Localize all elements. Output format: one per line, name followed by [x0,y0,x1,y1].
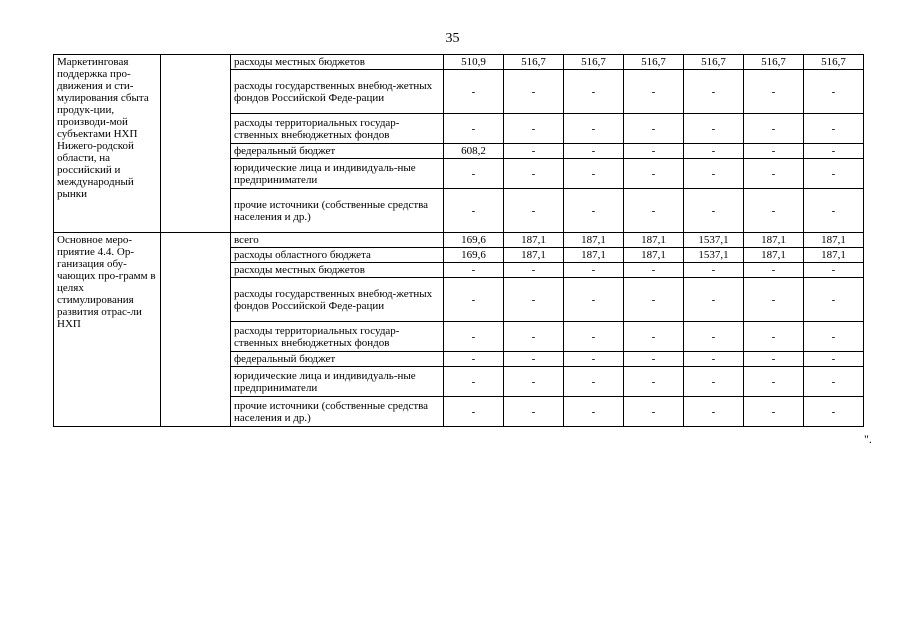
value-cell: 516,7 [564,55,624,70]
value-cell: - [684,397,744,427]
value-cell: 187,1 [744,233,804,248]
value-cell: - [564,367,624,397]
value-cell: - [504,159,564,189]
value-cell: - [444,352,504,367]
value-cell: 187,1 [624,248,684,263]
value-cell: - [744,159,804,189]
value-cell: - [564,189,624,233]
value-cell: - [504,70,564,114]
value-cell: - [744,322,804,352]
value-cell: - [804,367,864,397]
value-cell: - [624,159,684,189]
value-cell: - [684,70,744,114]
funding-source-cell: юридические лица и индивидуаль-ные предприниматели [231,367,444,397]
value-cell: - [684,322,744,352]
value-cell: - [684,114,744,144]
value-cell: - [684,278,744,322]
executor-cell [161,55,231,233]
value-cell: - [444,367,504,397]
activity-cell: Основное меро-приятие 4.4. Ор-ганизация обу-чающих про-грамм в целях стимулирования развития отрас-ли НХП [54,233,161,427]
value-cell: - [504,114,564,144]
value-cell: 516,7 [804,55,864,70]
page-number: 35 [445,31,460,46]
value-cell: - [564,263,624,278]
funding-source-cell: расходы местных бюджетов [231,55,444,70]
funding-source-cell: расходы областного бюджета [231,248,444,263]
funding-source-cell: расходы территориальных государ-ственных внебюджетных фондов [231,322,444,352]
value-cell: 169,6 [444,233,504,248]
value-cell: 1537,1 [684,248,744,263]
value-cell: 187,1 [504,233,564,248]
value-cell: - [684,367,744,397]
value-cell: - [444,114,504,144]
value-cell: - [444,263,504,278]
funding-source-cell: прочие источники (собственные средства населения и др.) [231,397,444,427]
value-cell: 187,1 [744,248,804,263]
value-cell: - [444,189,504,233]
value-cell: - [684,189,744,233]
value-cell: - [804,278,864,322]
value-cell: 516,7 [744,55,804,70]
value-cell: - [624,144,684,159]
value-cell: - [684,159,744,189]
value-cell: - [444,322,504,352]
value-cell: - [504,322,564,352]
value-cell: - [624,352,684,367]
funding-source-cell: федеральный бюджет [231,352,444,367]
funding-source-cell: федеральный бюджет [231,144,444,159]
value-cell: - [744,263,804,278]
value-cell: - [684,352,744,367]
value-cell: - [804,189,864,233]
value-cell: 187,1 [564,248,624,263]
value-cell: 1537,1 [684,233,744,248]
value-cell: - [504,367,564,397]
value-cell: - [744,144,804,159]
value-cell: - [624,322,684,352]
value-cell: - [444,278,504,322]
budget-table-body [54,55,864,427]
value-cell: 516,7 [504,55,564,70]
value-cell: - [624,70,684,114]
value-cell: - [624,367,684,397]
funding-source-cell: всего [231,233,444,248]
value-cell: - [804,352,864,367]
table-row [54,233,864,248]
value-cell: - [624,114,684,144]
value-cell: - [564,352,624,367]
funding-source-cell: расходы местных бюджетов [231,263,444,278]
value-cell: - [564,114,624,144]
value-cell: - [684,263,744,278]
value-cell: - [564,322,624,352]
value-cell: - [804,114,864,144]
value-cell: - [624,263,684,278]
value-cell: - [744,278,804,322]
value-cell: - [444,397,504,427]
value-cell: - [504,352,564,367]
value-cell: 516,7 [684,55,744,70]
value-cell: - [564,70,624,114]
value-cell: - [744,189,804,233]
value-cell: 187,1 [804,248,864,263]
value-cell: - [804,70,864,114]
value-cell: - [804,397,864,427]
value-cell: - [804,144,864,159]
table-row [54,55,864,70]
value-cell: 169,6 [444,248,504,263]
value-cell: - [444,70,504,114]
value-cell: - [504,263,564,278]
value-cell: - [804,263,864,278]
value-cell: - [744,397,804,427]
funding-source-cell: юридические лица и индивидуаль-ные предприниматели [231,159,444,189]
budget-table [53,54,864,427]
value-cell: 187,1 [624,233,684,248]
value-cell: - [564,144,624,159]
value-cell: 510,9 [444,55,504,70]
value-cell: - [684,144,744,159]
value-cell: - [444,159,504,189]
value-cell: - [504,144,564,159]
value-cell: - [564,278,624,322]
closing-quote: ". [864,432,872,446]
value-cell: - [624,189,684,233]
value-cell: 187,1 [504,248,564,263]
value-cell: 516,7 [624,55,684,70]
funding-source-cell: расходы государственных внебюд-жетных фондов Российской Феде-рации [231,278,444,322]
value-cell: - [804,322,864,352]
funding-source-cell: расходы территориальных государ-ственных внебюджетных фондов [231,114,444,144]
value-cell: - [624,278,684,322]
value-cell: - [564,159,624,189]
value-cell: 187,1 [564,233,624,248]
value-cell: - [504,278,564,322]
value-cell: - [504,189,564,233]
value-cell: 187,1 [804,233,864,248]
value-cell: - [744,367,804,397]
value-cell: - [564,397,624,427]
value-cell: - [744,114,804,144]
value-cell: - [504,397,564,427]
activity-cell: Маркетинговая поддержка про-движения и сти-мулирования сбыта продук-ции, производи-мой субъектами НХП Нижего-родской области, на российский и международный рынки [54,55,161,233]
executor-cell [161,233,231,427]
value-cell: - [804,159,864,189]
funding-source-cell: расходы государственных внебюд-жетных фондов Российской Феде-рации [231,70,444,114]
value-cell: - [624,397,684,427]
funding-source-cell: прочие источники (собственные средства населения и др.) [231,189,444,233]
value-cell: - [744,70,804,114]
value-cell: - [744,352,804,367]
value-cell: 608,2 [444,144,504,159]
